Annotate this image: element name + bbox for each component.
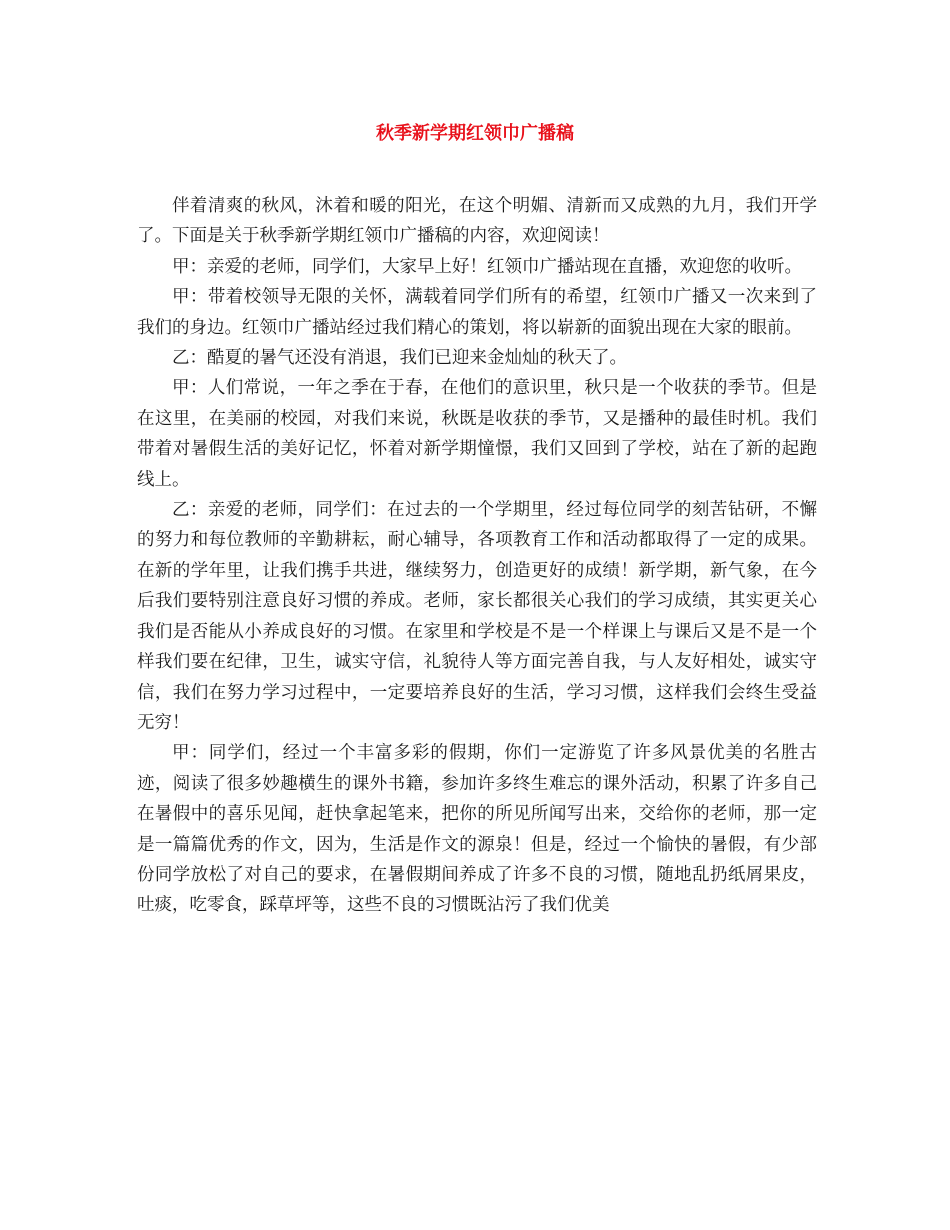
paragraph-intro: 伴着清爽的秋风，沐着和暖的阳光，在这个明媚、清新而又成熟的九月，我们开学了。下面是关于秋季新学期红领巾广播稿的内容，欢迎阅读！: [137, 196, 817, 247]
document-title: 秋季新学期红领巾广播稿: [376, 123, 574, 144]
paragraph-harvest-season: 甲：人们常说，一年之季在于春，在他们的意识里，秋只是一个收获的季节。但是在这里，在美丽的校园，对我们来说，秋既是收获的季节，又是播种的最佳时机。我们带着对暑假生活的美好记忆，怀着对新学期憧憬，我们又回到了学校，站在了新的起跑线上。: [137, 378, 817, 490]
paragraph-greeting: 甲：亲爱的老师，同学们，大家早上好！红领巾广播站现在直播，欢迎您的收听。: [172, 256, 802, 277]
document-body: [137, 191, 817, 921]
paragraph-summer-holiday: 甲：同学们，经过一个丰富多彩的假期，你们一定游览了许多风景优美的名胜古迹，阅读了很多妙趣横生的课外书籍，参加许多终生难忘的课外活动，积累了许多自己在暑假中的喜乐见闻，赶快拿起笔来，把你的所见所闻写出来，交给你的老师，那一定是一篇篇优秀的作文，因为，生活是作文的源泉！但是，经过一个愉快的暑假，有少部份同学放松了对自己的要求，在暑假期间养成了许多不良的习惯，随地乱扔纸屑果皮，吐痰，吃零食，踩草坪等，这些不良的习惯既沾污了我们优美: [137, 743, 817, 916]
paragraph-broadcast-return: 甲：带着校领导无限的关怀，满载着同学们所有的希望，红领巾广播又一次来到了我们的身边。红领巾广播站经过我们精心的策划，将以崭新的面貌出现在大家的眼前。: [137, 287, 817, 338]
paragraph-autumn-arrival: 乙：酷夏的暑气还没有消退，我们已迎来金灿灿的秋天了。: [172, 348, 627, 369]
paragraph-good-habits: 乙：亲爱的老师，同学们：在过去的一个学期里，经过每位同学的刻苦钻研，不懈的努力和每位教师的辛勤耕耘，耐心辅导，各项教育工作和活动都取得了一定的成果。在新的学年里，让我们携手共进，继续努力，创造更好的成绩！新学期，新气象，在今后我们要特别注意良好习惯的养成。老师，家长都很关心我们的学习成绩，其实更关心我们是否能从小养成良好的习惯。在家里和学校是不是一个样课上与课后又是不是一个样我们要在纪律，卫生，诚实守信，礼貌待人等方面完善自我，与人友好相处，诚实守信，我们在努力学习过程中，一定要培养良好的生活，学习习惯，这样我们会终生受益无穷！: [137, 500, 817, 733]
